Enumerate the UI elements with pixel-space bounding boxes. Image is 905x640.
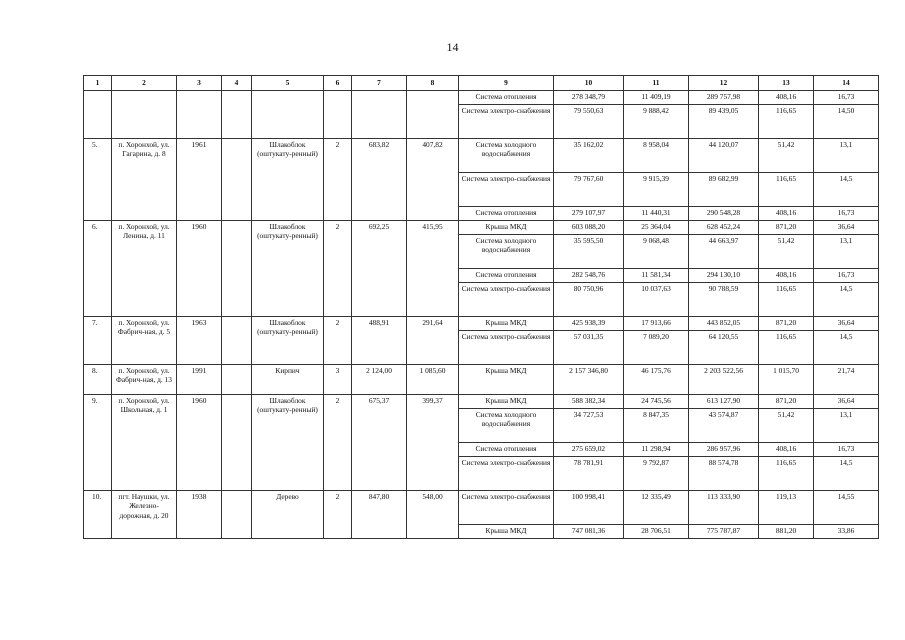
row-number: 5.: [84, 139, 112, 221]
value-cell: 9 888,42: [624, 105, 689, 139]
value-cell: 116,65: [759, 173, 814, 207]
value-cell: 871,20: [759, 395, 814, 409]
value-cell: 34 727,53: [554, 409, 624, 443]
table-row: [84, 491, 879, 525]
empty-cell: [352, 91, 407, 139]
floors-cell: 2: [324, 139, 352, 221]
header-cell: 3: [177, 76, 222, 91]
empty-cell: [407, 91, 459, 139]
material-cell: Шлакоблок (оштукату-ренный): [252, 139, 324, 221]
area-cell: 291,64: [407, 317, 459, 365]
system-cell: Система электро-снабжения: [459, 105, 554, 139]
system-cell: Система электро-снабжения: [459, 283, 554, 317]
value-cell: 57 031,35: [554, 331, 624, 365]
value-cell: 294 130,10: [689, 269, 759, 283]
material-cell: Шлакоблок (оштукату-ренный): [252, 395, 324, 491]
empty-cell: [222, 395, 252, 491]
address-cell: п. Хоронхой, ул. Ленина, д. 11: [112, 221, 177, 317]
value-cell: 871,20: [759, 317, 814, 331]
header-cell: 8: [407, 76, 459, 91]
value-cell: 78 781,91: [554, 457, 624, 491]
system-cell: Крыша МКД: [459, 365, 554, 395]
value-cell: 79 767,60: [554, 173, 624, 207]
empty-cell: [222, 221, 252, 317]
area-cell: 548,00: [407, 491, 459, 539]
value-cell: 12 335,49: [624, 491, 689, 525]
value-cell: 17 913,66: [624, 317, 689, 331]
value-cell: 80 750,96: [554, 283, 624, 317]
value-cell: 90 788,59: [689, 283, 759, 317]
value-cell: 44 663,97: [689, 235, 759, 269]
system-cell: Система электро-снабжения: [459, 331, 554, 365]
address-cell: пгт. Наушки, ул. Железно-дорожная, д. 20: [112, 491, 177, 539]
value-cell: 408,16: [759, 91, 814, 105]
address-cell: п. Хоронхой, ул. Гагарина, д. 8: [112, 139, 177, 221]
empty-cell: [84, 91, 112, 139]
value-cell: 14,5: [814, 173, 879, 207]
value-cell: 64 120,55: [689, 331, 759, 365]
header-cell: 12: [689, 76, 759, 91]
area-cell: 692,25: [352, 221, 407, 317]
value-cell: 747 081,36: [554, 525, 624, 539]
header-cell: 5: [252, 76, 324, 91]
system-cell: Крыша МКД: [459, 525, 554, 539]
value-cell: 588 382,34: [554, 395, 624, 409]
empty-cell: [222, 491, 252, 539]
material-cell: Шлакоблок (оштукату-ренный): [252, 317, 324, 365]
header-cell: 11: [624, 76, 689, 91]
row-number: 8.: [84, 365, 112, 395]
area-cell: 1 085,60: [407, 365, 459, 395]
value-cell: 89 682,99: [689, 173, 759, 207]
system-cell: Система отопления: [459, 269, 554, 283]
value-cell: 9 068,48: [624, 235, 689, 269]
value-cell: 100 998,41: [554, 491, 624, 525]
system-cell: Система электро-снабжения: [459, 457, 554, 491]
table-row: [84, 139, 879, 173]
address-cell: п. Хоронхой, ул. Фабрич-ная, д. 5: [112, 317, 177, 365]
value-cell: 408,16: [759, 269, 814, 283]
value-cell: 408,16: [759, 207, 814, 221]
value-cell: 51,42: [759, 409, 814, 443]
value-cell: 33,86: [814, 525, 879, 539]
area-cell: 399,37: [407, 395, 459, 491]
year-cell: 1991: [177, 365, 222, 395]
empty-cell: [324, 91, 352, 139]
system-cell: Система холодного водоснабжения: [459, 409, 554, 443]
value-cell: 2 203 522,56: [689, 365, 759, 395]
empty-cell: [222, 91, 252, 139]
empty-cell: [222, 139, 252, 221]
value-cell: 13,1: [814, 139, 879, 173]
header-cell: 13: [759, 76, 814, 91]
value-cell: 44 120,07: [689, 139, 759, 173]
system-cell: Система отопления: [459, 443, 554, 457]
table-row: [84, 221, 879, 235]
address-cell: п. Хоронхой, ул. Школьная, д. 1: [112, 395, 177, 491]
system-cell: Система отопления: [459, 207, 554, 221]
value-cell: 1 015,70: [759, 365, 814, 395]
area-cell: 675,37: [352, 395, 407, 491]
header-cell: 6: [324, 76, 352, 91]
value-cell: 16,73: [814, 269, 879, 283]
empty-cell: [222, 365, 252, 395]
value-cell: 21,74: [814, 365, 879, 395]
value-cell: 36,64: [814, 221, 879, 235]
system-cell: Система электро-снабжения: [459, 491, 554, 525]
value-cell: 10 037,63: [624, 283, 689, 317]
value-cell: 14,55: [814, 491, 879, 525]
value-cell: 14,5: [814, 331, 879, 365]
value-cell: 116,65: [759, 283, 814, 317]
page-number: 14: [446, 40, 459, 54]
value-cell: 113 333,90: [689, 491, 759, 525]
material-cell: Дерево: [252, 491, 324, 539]
value-cell: 11 409,19: [624, 91, 689, 105]
value-cell: 613 127,90: [689, 395, 759, 409]
value-cell: 119,13: [759, 491, 814, 525]
empty-cell: [112, 91, 177, 139]
value-cell: 9 915,39: [624, 173, 689, 207]
value-cell: 88 574,78: [689, 457, 759, 491]
floors-cell: 2: [324, 395, 352, 491]
header-cell: 1: [84, 76, 112, 91]
value-cell: 25 364,04: [624, 221, 689, 235]
value-cell: 36,64: [814, 395, 879, 409]
value-cell: 28 706,51: [624, 525, 689, 539]
year-cell: 1960: [177, 221, 222, 317]
header-cell: 14: [814, 76, 879, 91]
row-number: 6.: [84, 221, 112, 317]
floors-cell: 2: [324, 221, 352, 317]
value-cell: 16,73: [814, 443, 879, 457]
address-cell: п. Хоронхой, ул. Фабрич-ная, д. 13: [112, 365, 177, 395]
value-cell: 2 157 346,80: [554, 365, 624, 395]
table-row: [84, 395, 879, 409]
area-cell: 407,82: [407, 139, 459, 221]
value-cell: 279 107,97: [554, 207, 624, 221]
value-cell: 79 550,63: [554, 105, 624, 139]
value-cell: 14,5: [814, 457, 879, 491]
value-cell: 775 787,87: [689, 525, 759, 539]
value-cell: 14,50: [814, 105, 879, 139]
system-cell: Крыша МКД: [459, 317, 554, 331]
header-cell: 9: [459, 76, 554, 91]
system-cell: Крыша МКД: [459, 221, 554, 235]
row-number: 10.: [84, 491, 112, 539]
value-cell: 9 792,87: [624, 457, 689, 491]
area-cell: 415,95: [407, 221, 459, 317]
value-cell: 603 088,20: [554, 221, 624, 235]
year-cell: 1961: [177, 139, 222, 221]
area-cell: 683,82: [352, 139, 407, 221]
year-cell: 1963: [177, 317, 222, 365]
value-cell: 628 452,24: [689, 221, 759, 235]
value-cell: 278 348,79: [554, 91, 624, 105]
floors-cell: 2: [324, 317, 352, 365]
header-cell: 2: [112, 76, 177, 91]
value-cell: 11 298,94: [624, 443, 689, 457]
system-cell: Система холодного водоснабжения: [459, 139, 554, 173]
table-row: [84, 317, 879, 331]
value-cell: 408,16: [759, 443, 814, 457]
empty-cell: [177, 91, 222, 139]
value-cell: 275 659,02: [554, 443, 624, 457]
value-cell: 16,73: [814, 91, 879, 105]
value-cell: 24 745,56: [624, 395, 689, 409]
value-cell: 116,65: [759, 457, 814, 491]
value-cell: 51,42: [759, 235, 814, 269]
area-cell: 847,80: [352, 491, 407, 539]
value-cell: 286 957,96: [689, 443, 759, 457]
header-cell: 10: [554, 76, 624, 91]
material-cell: Кирпич: [252, 365, 324, 395]
value-cell: 289 757,98: [689, 91, 759, 105]
row-number: 7.: [84, 317, 112, 365]
value-cell: 8 958,04: [624, 139, 689, 173]
material-cell: Шлакоблок (оштукату-ренный): [252, 221, 324, 317]
system-cell: Система холодного водоснабжения: [459, 235, 554, 269]
value-cell: 443 852,05: [689, 317, 759, 331]
value-cell: 425 938,39: [554, 317, 624, 331]
value-cell: 13,1: [814, 409, 879, 443]
header-cell: 4: [222, 76, 252, 91]
value-cell: 43 574,87: [689, 409, 759, 443]
system-cell: Крыша МКД: [459, 395, 554, 409]
system-cell: Система отопления: [459, 91, 554, 105]
value-cell: 14,5: [814, 283, 879, 317]
table-row: [84, 91, 879, 105]
value-cell: 35 162,02: [554, 139, 624, 173]
area-cell: 488,91: [352, 317, 407, 365]
row-number: 9.: [84, 395, 112, 491]
value-cell: 871,20: [759, 221, 814, 235]
value-cell: 89 439,05: [689, 105, 759, 139]
capital-repair-table: [83, 75, 879, 539]
value-cell: 46 175,76: [624, 365, 689, 395]
table-row: [84, 365, 879, 395]
value-cell: 11 581,34: [624, 269, 689, 283]
header-cell: 7: [352, 76, 407, 91]
value-cell: 11 440,31: [624, 207, 689, 221]
value-cell: 8 847,35: [624, 409, 689, 443]
value-cell: 13,1: [814, 235, 879, 269]
empty-cell: [252, 91, 324, 139]
value-cell: 35 595,50: [554, 235, 624, 269]
year-cell: 1960: [177, 395, 222, 491]
value-cell: 116,65: [759, 105, 814, 139]
header-row: [84, 76, 879, 91]
system-cell: Система электро-снабжения: [459, 173, 554, 207]
floors-cell: 3: [324, 365, 352, 395]
value-cell: 36,64: [814, 317, 879, 331]
year-cell: 1938: [177, 491, 222, 539]
area-cell: 2 124,00: [352, 365, 407, 395]
value-cell: 290 548,28: [689, 207, 759, 221]
floors-cell: 2: [324, 491, 352, 539]
empty-cell: [222, 317, 252, 365]
value-cell: 7 089,20: [624, 331, 689, 365]
value-cell: 16,73: [814, 207, 879, 221]
value-cell: 51,42: [759, 139, 814, 173]
value-cell: 116,65: [759, 331, 814, 365]
value-cell: 282 548,76: [554, 269, 624, 283]
value-cell: 881,20: [759, 525, 814, 539]
